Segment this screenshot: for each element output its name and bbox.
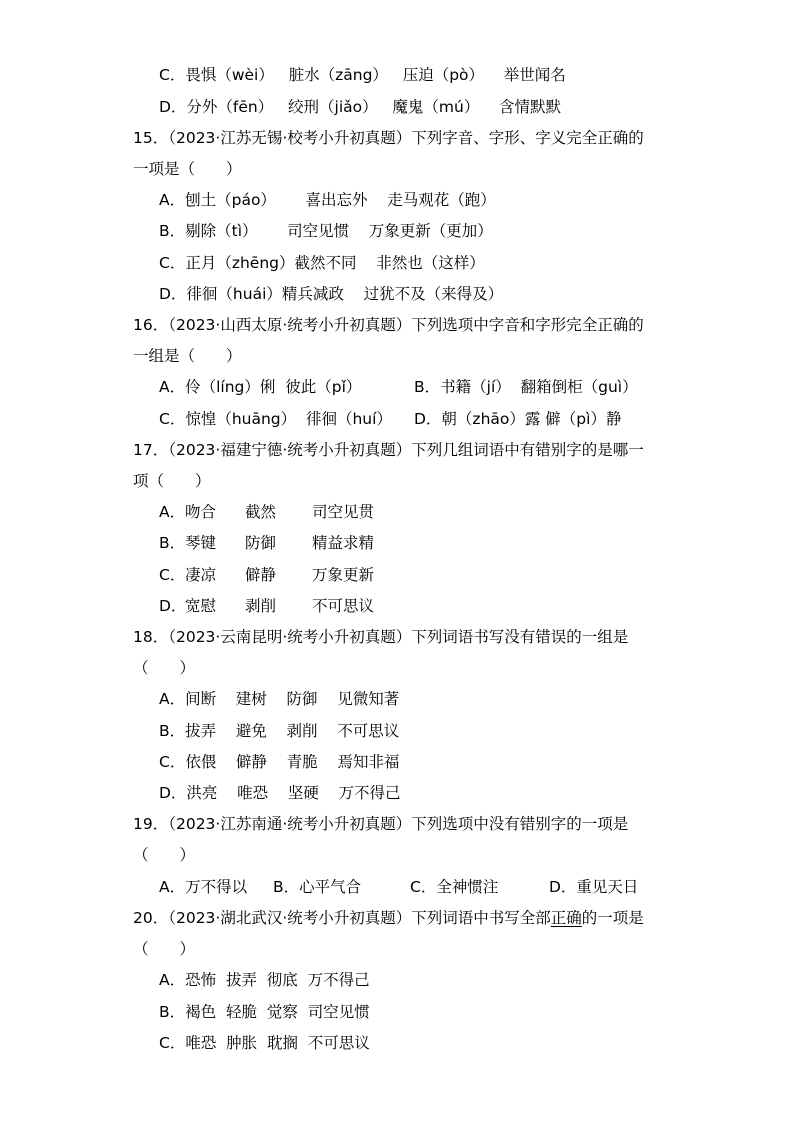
option-word: 截然 bbox=[245, 503, 277, 521]
q15-option-d: D．徘徊（huái）精兵减政 过犹不及（来得及） bbox=[159, 285, 504, 303]
q20-option-a: A．恐怖 拔弄 彻底 万不得己 bbox=[159, 971, 370, 989]
q16-stem-line1: 16．（2023·山西太原·统考小升初真题）下列选项中字音和字形完全正确的 bbox=[133, 316, 644, 334]
q15-option-b: B．剔除（tì） 司空见惯 万象更新（更加） bbox=[159, 222, 493, 240]
q20-stem-line2: （ ） bbox=[133, 940, 196, 958]
q20-stem-underlined-word: 正确 bbox=[550, 909, 582, 927]
q18-option-c: C．依偎 僻静 青脆 焉知非福 bbox=[159, 753, 400, 771]
q18-option-b: B．拔弄 避免 剥削 不可思议 bbox=[159, 722, 400, 740]
option-word: 防御 bbox=[245, 534, 277, 552]
q19-option-a: A．万不得以 bbox=[159, 878, 248, 896]
q18-option-d: D．洪亮 唯恐 坚硬 万不得己 bbox=[159, 784, 401, 802]
q16-stem-line2: 一组是（ ） bbox=[133, 347, 242, 365]
option-word: 万象更新 bbox=[312, 566, 375, 584]
option-word: 琴键 bbox=[185, 534, 217, 552]
option-word: 宽慰 bbox=[185, 597, 217, 615]
q18-option-a: A．间断 建树 防御 见微知著 bbox=[159, 690, 400, 708]
q19-option-d: D．重见天日 bbox=[549, 878, 639, 896]
q18-stem-line2: （ ） bbox=[133, 659, 196, 677]
q19-option-b: B．心平气合 bbox=[273, 878, 362, 896]
q19-option-c: C．全神惯注 bbox=[410, 878, 499, 896]
q16-option-c: C．惊惶（huāng） 徘徊（huí） bbox=[159, 410, 392, 428]
option-letter: A． bbox=[159, 503, 186, 521]
q17-stem-line1: 17．（2023·福建宁德·统考小升初真题）下列几组词语中有错别字的是哪一 bbox=[133, 441, 644, 459]
q19-stem-line2: （ ） bbox=[133, 846, 196, 864]
q19-stem-line1: 19．（2023·江苏南通·统考小升初真题）下列选项中没有错别字的一项是 bbox=[133, 815, 629, 833]
option-letter: C． bbox=[159, 566, 186, 584]
q15-option-a: A．刨土（páo） 喜出忘外 走马观花（跑） bbox=[159, 191, 496, 209]
q20-stem-suffix: 的一项是 bbox=[581, 909, 644, 927]
q15-stem-line2: 一项是（ ） bbox=[133, 160, 242, 178]
option-word: 吻合 bbox=[185, 503, 217, 521]
q20-stem-prefix: 20．（2023·湖北武汉·统考小升初真题）下列词语中书写全部 bbox=[133, 909, 551, 927]
q14-option-c: C．畏惧（wèi） 脏水（zāng） 压迫（pò） 举世闻名 bbox=[159, 66, 566, 84]
option-word: 僻静 bbox=[245, 566, 277, 584]
option-letter: B． bbox=[159, 534, 186, 552]
option-letter: D． bbox=[159, 597, 187, 615]
q16-option-b: B．书籍（jí） 翻箱倒柜（guì） bbox=[414, 378, 638, 396]
q20-stem-line1 bbox=[133, 908, 644, 928]
q20-option-c: C．唯恐 肿胀 耽搁 不可思议 bbox=[159, 1034, 370, 1052]
q14-option-d: D．分外（fēn） 绞刑（jiǎo） 魔鬼（mú） 含情默默 bbox=[159, 98, 562, 116]
option-word: 司空见贯 bbox=[312, 503, 375, 521]
q15-stem-line1: 15．（2023·江苏无锡·校考小升初真题）下列字音、字形、字义完全正确的 bbox=[133, 129, 644, 147]
q17-stem-line2: 项（ ） bbox=[133, 472, 211, 490]
option-word: 不可思议 bbox=[312, 597, 375, 615]
q16-option-d: D．朝（zhāo）露 僻（pì）静 bbox=[414, 410, 622, 428]
q18-stem-line1: 18．（2023·云南昆明·统考小升初真题）下列词语书写没有错误的一组是 bbox=[133, 628, 629, 646]
q16-option-a: A．伶（líng）俐 彼此（pǐ） bbox=[159, 378, 362, 396]
option-word: 凄凉 bbox=[185, 566, 217, 584]
option-word: 精益求精 bbox=[312, 534, 375, 552]
q20-option-b: B．褐色 轻脆 觉察 司空见惯 bbox=[159, 1003, 370, 1021]
option-word: 剥削 bbox=[245, 597, 277, 615]
q15-option-c: C．正月（zhēng）截然不同 非然也（这样） bbox=[159, 254, 485, 272]
